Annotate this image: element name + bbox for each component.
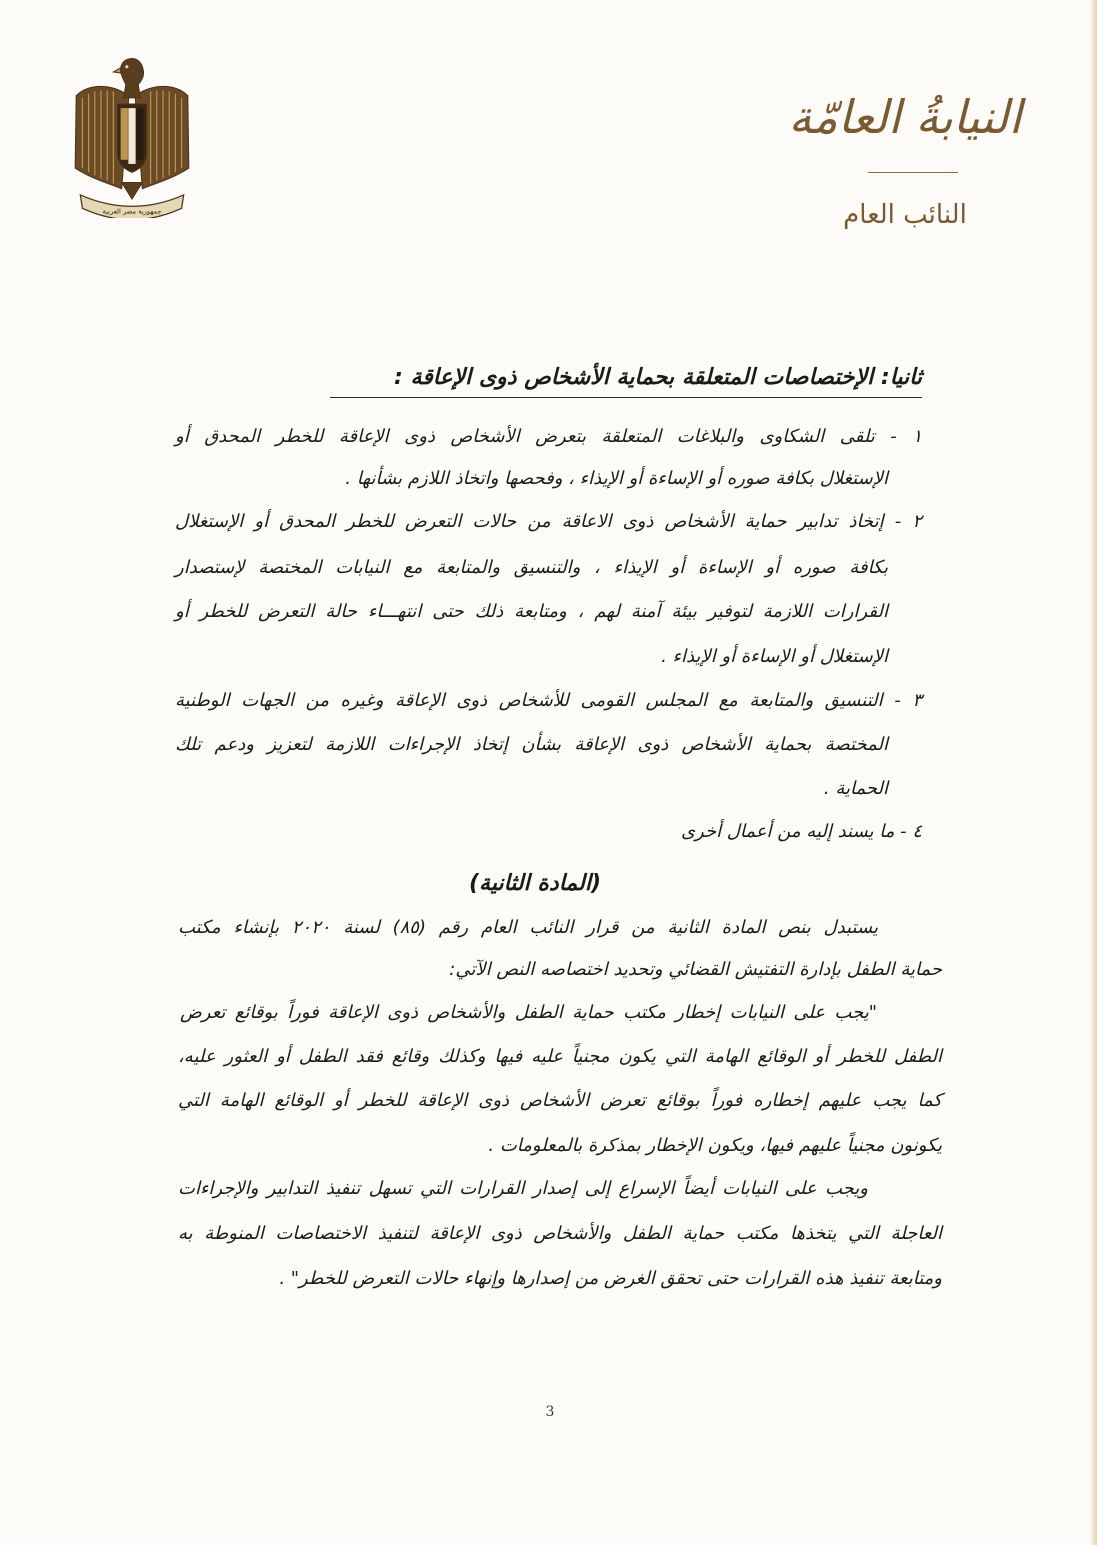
intro-line-2: حماية الطفل بإدارة التفتيش القضائي وتحديد اختصاصه النص الآتي: — [449, 959, 942, 980]
article-heading: (المادة الثانية) — [468, 871, 602, 896]
item-2-line-2: بكافة صوره أو الإساءة أو الإيذاء ، والتنسيق والمتابعة مع النيابات المختصة لإستصدار — [175, 557, 888, 578]
item-3-line-1: ٣ - التنسيق والمتابعة مع المجلس القومى للأشخاص ذوى الإعاقة وغيره من الجهات الوطنية — [175, 690, 922, 711]
item-2-line-1: ٢ - إتخاذ تدابير حماية الأشخاص ذوى الاعاقة من حالات التعرض للخطر المحدق أو الإستغلال — [175, 511, 922, 532]
item-1-line-2: الإستغلال بكافة صوره أو الإساءة أو الإيذاء ، وفحصها واتخاذ اللازم بشأنها . — [345, 468, 888, 489]
header-divider — [868, 172, 958, 173]
closing-line-1: ويجب على النيابات أيضاً الإسراع إلى إصدار القرارات التي تسهل تنفيذ التدابير والإجراءات — [178, 1178, 868, 1199]
quote-line-4: يكونون مجنياً عليهم فيها، ويكون الإخطار بمذكرة بالمعلومات . — [488, 1135, 942, 1156]
page-number: 3 — [545, 1404, 555, 1420]
quote-line-1: "يجب على النيابات إخطار مكتب حماية الطفل والأشخاص ذوى الإعاقة فوراً بوقائع تعرض — [180, 1002, 877, 1023]
item-2-line-4: الإستغلال أو الإساءة أو الإيذاء . — [661, 646, 888, 667]
closing-line-3: ومتابعة تنفيذ هذه القرارات حتى تحقق الغرض من إصدارها وإنهاء حالات التعرض للخطر" . — [279, 1268, 942, 1289]
office-subtitle: النائب العام — [843, 200, 967, 230]
quote-line-2: الطفل للخطر أو الوقائع الهامة التي يكون مجنياً عليه فيها وكذلك وقائع فقد الطفل أو العثور عليه، — [178, 1046, 942, 1067]
intro-line-1: يستبدل بنص المادة الثانية من قرار النائب العام رقم (٨٥) لسنة ٢٠٢٠ بإنشاء مكتب — [178, 917, 878, 938]
closing-line-2: العاجلة التي يتخذها مكتب حماية الطفل والأشخاص ذوى الإعاقة لتنفيذ الاختصاصات المنوطة به — [178, 1223, 942, 1244]
office-title: النيابةُ العامّة — [788, 90, 1022, 144]
egypt-eagle-emblem-icon — [70, 52, 194, 218]
item-1-line-1: ١ - تلقى الشكاوى والبلاغات المتعلقة بتعرض الأشخاص ذوى الإعاقة للخطر المحدق أو — [175, 426, 922, 447]
item-4-line-1: ٤ - ما يسند إليه من أعمال أخرى — [680, 821, 922, 842]
emblem-ribbon-text: جمهورية مصر العربية — [102, 207, 162, 216]
item-3-line-3: الحماية . — [823, 778, 888, 799]
quote-line-3: كما يجب عليهم إخطاره فوراً بوقائع تعرض الأشخاص ذوى الإعاقة للخطر أو الوقائع الهامة التي — [178, 1090, 942, 1111]
item-2-line-3: القرارات اللازمة لتوفير بيئة آمنة لهم ، ومتابعة ذلك حتى انتهـــاء حالة التعرض للخطر أو — [175, 601, 888, 622]
section-heading: ثانيا: الإختصاصات المتعلقة بحماية الأشخاص ذوى الإعاقة : — [330, 363, 922, 398]
item-3-line-2: المختصة بحماية الأشخاص ذوى الإعاقة بشأن إتخاذ الإجراءات اللازمة لتعزيز ودعم تلك — [175, 734, 888, 755]
